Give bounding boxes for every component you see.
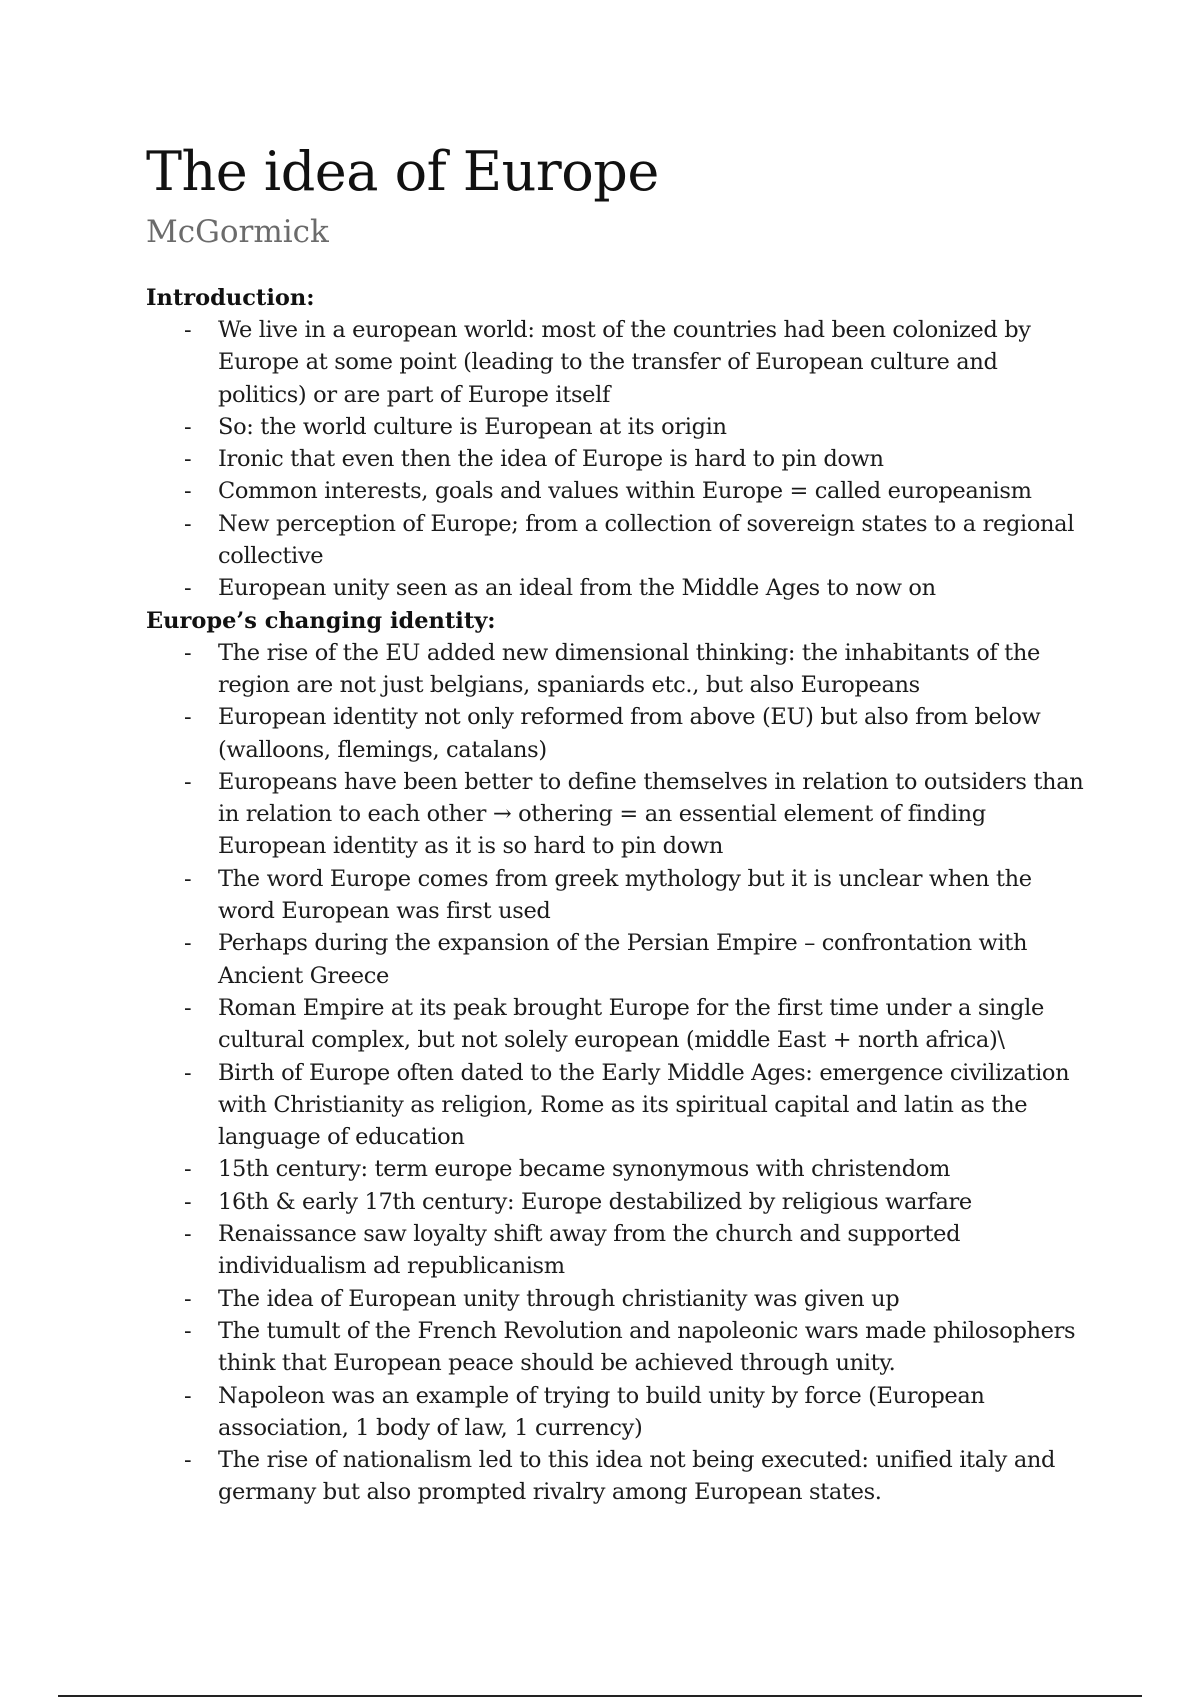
bullet-marker: - (184, 1059, 192, 1086)
list-item: - The word Europe comes from greek mythology but it is unclear when the word European was first used (146, 863, 1086, 928)
section-changing-identity (146, 605, 1086, 1509)
list-item: - Europeans have been better to define themselves in relation to outsiders than in relation to each other → othering = an essential element of finding European identity as it is so hard to pin down (146, 766, 1086, 863)
bullet-marker: - (184, 1285, 192, 1312)
bullet-list (146, 314, 1086, 605)
bullet-marker: - (184, 1447, 192, 1474)
list-item: - The rise of the EU added new dimensional thinking: the inhabitants of the region are not just belgians, spaniards etc., but also Europeans (146, 637, 1086, 702)
bullet-marker: - (184, 639, 192, 666)
list-item: - New perception of Europe; from a collection of sovereign states to a regional collective (146, 508, 1086, 573)
document-title: The idea of Europe (146, 140, 659, 203)
bullet-marker: - (184, 994, 192, 1021)
bullet-list (146, 637, 1086, 1509)
list-item: - Perhaps during the expansion of the Persian Empire – confrontation with Ancient Greece (146, 927, 1086, 992)
bullet-marker: - (184, 930, 192, 957)
list-item: - Renaissance saw loyalty shift away from the church and supported individualism ad republicanism (146, 1218, 1086, 1283)
bullet-marker: - (184, 478, 192, 505)
bullet-marker: - (184, 1382, 192, 1409)
list-item: - We live in a european world: most of the countries had been colonized by Europe at some point (leading to the transfer of European culture and politics) or are part of Europe itself (146, 314, 1086, 411)
bullet-marker: - (184, 510, 192, 537)
list-item: - The tumult of the French Revolution and napoleonic wars made philosophers think that European peace should be achieved through unity. (146, 1315, 1086, 1380)
list-item: - 15th century: term europe became synonymous with christendom (146, 1153, 1086, 1185)
bullet-marker: - (184, 865, 192, 892)
section-introduction (146, 282, 1086, 605)
section-heading: Introduction: (146, 285, 315, 311)
notes-body (146, 282, 1086, 1509)
bullet-marker: - (184, 1188, 192, 1215)
list-item: - Common interests, goals and values within Europe = called europeanism (146, 475, 1086, 507)
bullet-marker: - (184, 446, 192, 473)
bullet-marker: - (184, 1317, 192, 1344)
list-item: - Roman Empire at its peak brought Europe for the first time under a single cultural complex, but not solely european (middle East + north africa)\ (146, 992, 1086, 1057)
footer-divider (58, 1695, 1142, 1697)
section-heading: Europe’s changing identity: (146, 607, 496, 634)
list-item: - Ironic that even then the idea of Europe is hard to pin down (146, 443, 1086, 475)
bullet-marker: - (184, 413, 192, 440)
list-item: - The idea of European unity through christianity was given up (146, 1283, 1086, 1315)
bullet-marker: - (184, 317, 192, 343)
list-item: - 16th & early 17th century: Europe destabilized by religious warfare (146, 1186, 1086, 1218)
document-author: McGormick (146, 214, 329, 250)
list-item: - European unity seen as an ideal from the Middle Ages to now on (146, 572, 1086, 604)
bullet-marker: - (184, 1156, 192, 1183)
list-item: - The rise of nationalism led to this idea not being executed: unified italy and germany but also prompted rivalry among European states. (146, 1444, 1086, 1509)
list-item: - European identity not only reformed from above (EU) but also from below (walloons, flemings, catalans) (146, 701, 1086, 766)
list-item: - Birth of Europe often dated to the Early Middle Ages: emergence civilization with Christianity as religion, Rome as its spiritual capital and latin as the language of education (146, 1057, 1086, 1154)
list-item: - So: the world culture is European at its origin (146, 411, 1086, 443)
bullet-marker: - (184, 1221, 192, 1248)
bullet-marker: - (184, 704, 192, 731)
document-page (146, 140, 1086, 1509)
bullet-marker: - (184, 575, 192, 602)
bullet-marker: - (184, 768, 192, 795)
list-item: - Napoleon was an example of trying to build unity by force (European association, 1 body of law, 1 currency) (146, 1380, 1086, 1445)
